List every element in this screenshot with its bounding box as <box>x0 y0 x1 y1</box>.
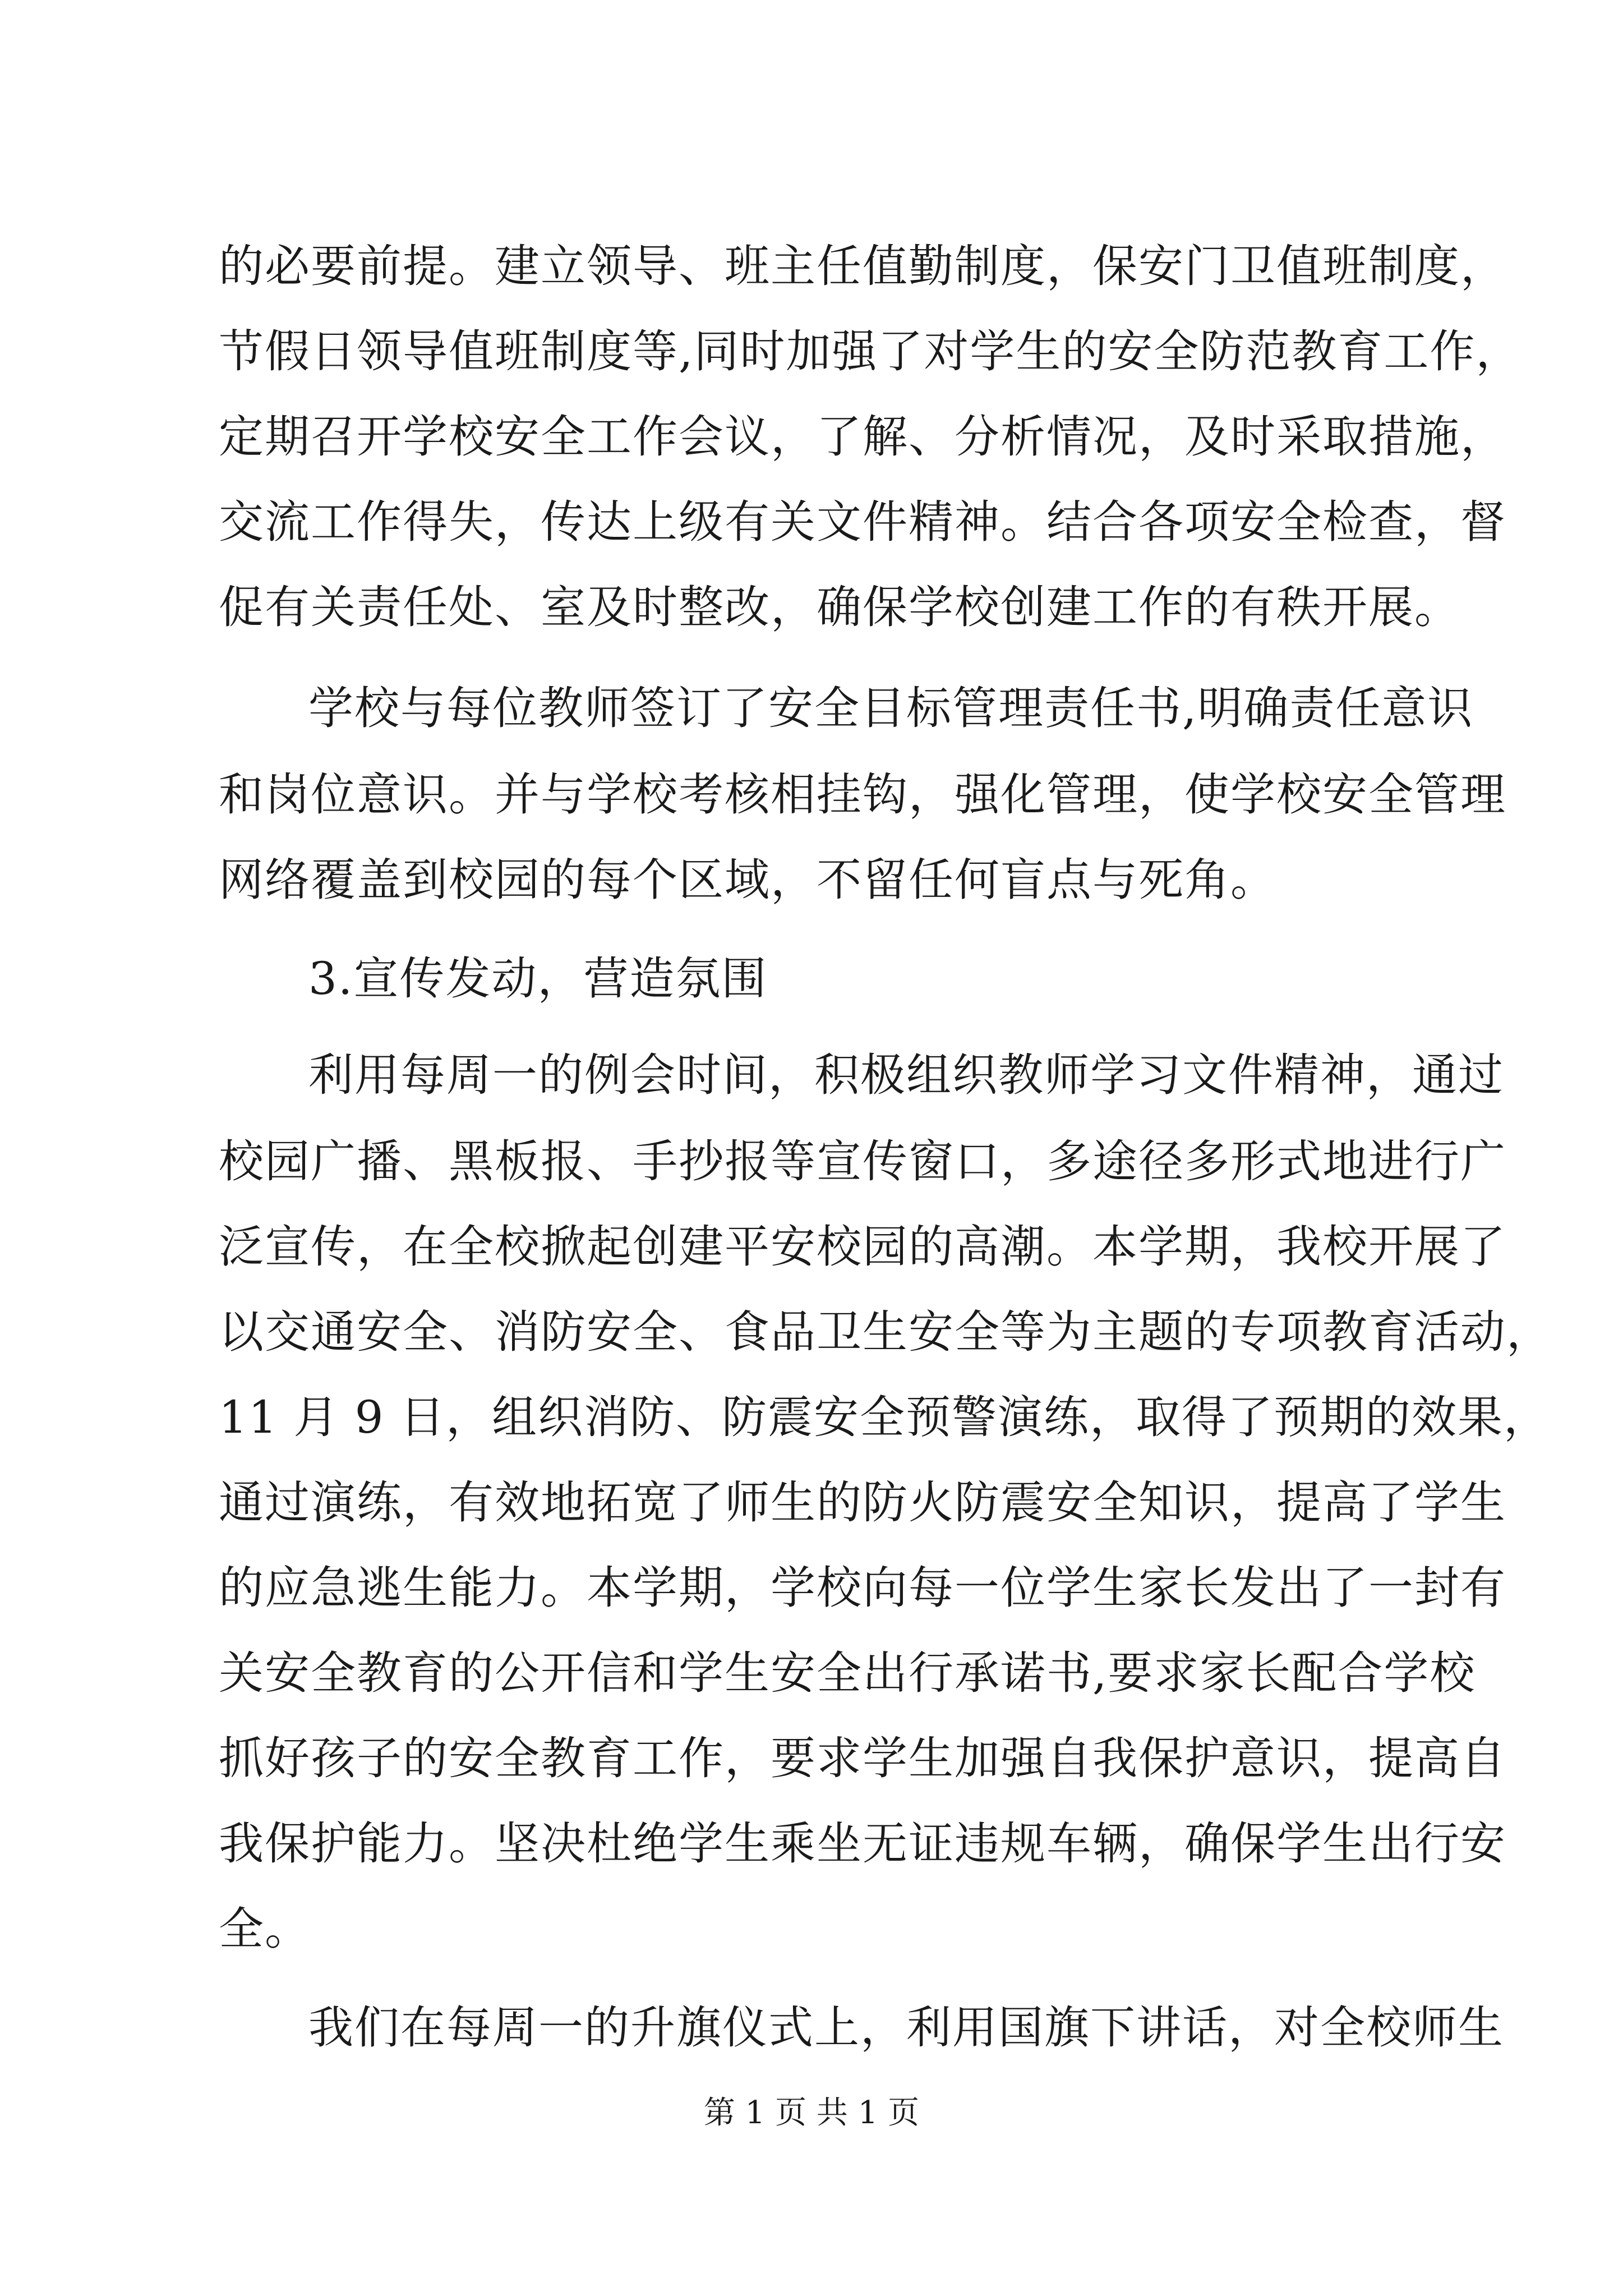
text-line: 的应急逃生能力。本学期，学校向每一位学生家长发出了一封有 <box>219 1562 1506 1614</box>
paragraph-first-line: 利用每周一的例会时间，积极组织教师学习文件精神，通过 <box>308 1049 1504 1101</box>
text-line: 校园广播、黑板报、手抄报等宣传窗口，多途径多形式地进行广 <box>219 1135 1506 1188</box>
text-line: 促有关责任处、室及时整改，确保学校创建工作的有秩开展。 <box>219 581 1460 633</box>
paragraph-first-line: 我们在每周一的升旗仪式上，利用国旗下讲话，对全校师生 <box>308 2001 1504 2054</box>
text-line: 的必要前提。建立领导、班主任值勤制度，保安门卫值班制度， <box>219 240 1506 292</box>
text-line: 定期召开学校安全工作会议，了解、分析情况，及时采取措施， <box>219 411 1506 463</box>
text-line: 和岗位意识。并与学校考核相挂钩，强化管理，使学校安全管理 <box>219 769 1506 821</box>
text-line: 关安全教育的公开信和学生安全出行承诺书,要求家长配合学校 <box>219 1647 1476 1699</box>
text-line: 11 月 9 日，组织消防、防震安全预警演练，取得了预期的效果， <box>219 1391 1550 1443</box>
text-line: 网络覆盖到校园的每个区域，不留任何盲点与死角。 <box>219 854 1276 906</box>
text-line: 以交通安全、消防安全、食品卫生安全等为主题的专项教育活动， <box>219 1306 1552 1358</box>
paragraph-first-line: 学校与每位教师签订了安全目标管理责任书,明确责任意识 <box>308 682 1474 734</box>
text-line: 全。 <box>219 1903 311 1955</box>
text-line: 泛宣传，在全校掀起创建平安校园的高潮。本学期，我校开展了 <box>219 1221 1506 1273</box>
text-line: 节假日领导值班制度等,同时加强了对学生的安全防范教育工作， <box>219 325 1522 378</box>
text-line: 交流工作得失，传达上级有关文件精神。结合各项安全检查，督 <box>219 496 1506 548</box>
page-number-footer: 第 1 页 共 1 页 <box>703 2095 920 2131</box>
text-line: 我保护能力。坚决杜绝学生乘坐无证违规车辆，确保学生出行安 <box>219 1818 1506 1870</box>
section-heading: 3.宣传发动，营造氛围 <box>308 953 768 1005</box>
text-line: 通过演练，有效地拓宽了师生的防火防震安全知识，提高了学生 <box>219 1476 1506 1529</box>
text-line: 抓好孩子的安全教育工作，要求学生加强自我保护意识，提高自 <box>219 1732 1506 1784</box>
